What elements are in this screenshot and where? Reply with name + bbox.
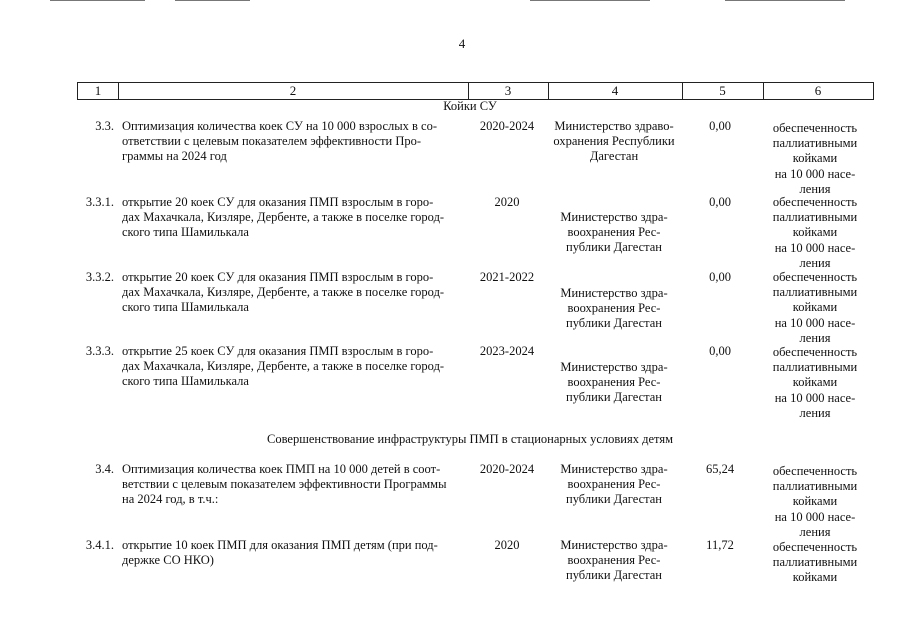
row-indicator: обеспеченность паллиативными койками на 10 000 насе- ления: [772, 121, 858, 196]
section-title: Совершенствование инфраструктуры ПМП в стационарных условиях детям: [267, 432, 673, 446]
row-description: Оптимизация количества коек СУ на 10 000 взрослых в со- ответствии с целевым показателем эффективности Про- граммы на 2024 год: [122, 119, 438, 164]
row-executor: Министерство здра- воохранения Рес- публики Дагестан: [560, 538, 668, 583]
row-description: открытие 20 коек СУ для оказания ПМП взрослым в горо- дах Махачкала, Кизляре, Дербенте, а также в поселке город- ского типа Шамилькала: [122, 270, 445, 315]
row-executor: Министерство здра- воохранения Рес- публики Дагестан: [560, 360, 668, 405]
row-number: 3.3.1.: [85, 195, 114, 209]
row-description: Оптимизация количества коек ПМП на 10 000 детей в соот- ветствии с целевым показателем эффективности Программы на 2024 год, в т.ч.:: [122, 462, 447, 507]
row-years: 2023-2024: [479, 344, 535, 358]
row-number: 3.4.1.: [85, 538, 114, 552]
row-value: 11,72: [706, 538, 734, 552]
page-edge-line: [50, 0, 145, 1]
row-indicator: обеспеченность паллиативными койками: [772, 540, 858, 585]
row-executor: Министерство здра- воохранения Рес- публики Дагестан: [560, 462, 668, 507]
row-description: открытие 20 коек СУ для оказания ПМП взрослым в горо- дах Махачкала, Кизляре, Дербенте, а также в поселке город- ского типа Шамилькала: [122, 195, 445, 240]
row-years: 2021-2022: [479, 270, 535, 284]
row-number: 3.3.3.: [85, 344, 114, 358]
page-edge-line: [725, 0, 845, 1]
row-description: открытие 25 коек СУ для оказания ПМП взрослым в горо- дах Махачкала, Кизляре, Дербенте, а также в поселке город- ского типа Шамилькала: [122, 344, 445, 389]
page-edge-line: [175, 0, 250, 1]
row-description: открытие 10 коек ПМП для оказания ПМП детям (при под- держке СО НКО): [122, 538, 438, 568]
column-divider: [873, 82, 874, 99]
row-number: 3.3.: [95, 119, 114, 133]
row-indicator: обеспеченность паллиативными койками на 10 000 насе- ления: [772, 345, 858, 420]
section-title: Койки СУ: [443, 99, 497, 113]
column-header: 5: [719, 83, 726, 98]
row-executor: Министерство здра- воохранения Рес- публики Дагестан: [560, 210, 668, 255]
table-top-border: [77, 82, 874, 83]
column-header: 4: [611, 83, 619, 98]
row-years: 2020: [494, 538, 520, 552]
row-indicator: обеспеченность паллиативными койками на 10 000 насе- ления: [772, 464, 858, 539]
row-number: 3.3.2.: [85, 270, 114, 284]
row-value: 0,00: [709, 195, 731, 209]
column-header: 6: [814, 83, 822, 98]
row-executor: Министерство здраво- охранения Республики Дагестан: [553, 119, 675, 164]
page-edge-line: [530, 0, 650, 1]
column-header: 1: [94, 83, 102, 98]
row-indicator: обеспеченность паллиативными койками на 10 000 насе- ления: [772, 195, 858, 270]
row-years: 2020-2024: [479, 462, 535, 476]
column-header: 2: [289, 83, 297, 98]
row-number: 3.4.: [95, 462, 114, 476]
row-value: 0,00: [709, 119, 731, 133]
column-header: 3: [504, 83, 512, 98]
row-value: 65,24: [705, 462, 735, 476]
row-value: 0,00: [709, 344, 731, 358]
row-years: 2020-2024: [479, 119, 535, 133]
row-executor: Министерство здра- воохранения Рес- публики Дагестан: [560, 286, 668, 331]
row-years: 2020: [494, 195, 520, 209]
page-number: 4: [458, 36, 466, 51]
row-indicator: обеспеченность паллиативными койками на 10 000 насе- ления: [772, 270, 858, 345]
row-value: 0,00: [709, 270, 731, 284]
